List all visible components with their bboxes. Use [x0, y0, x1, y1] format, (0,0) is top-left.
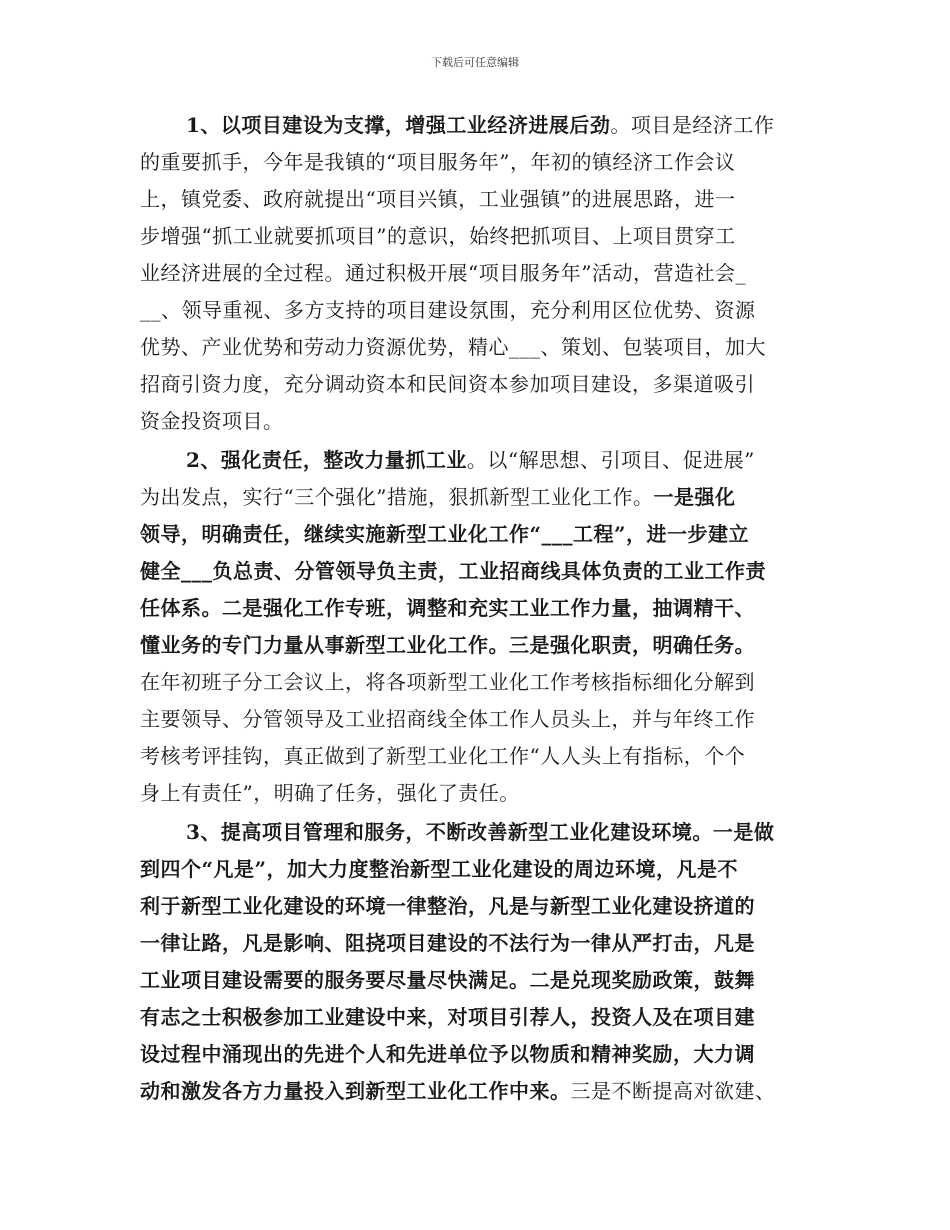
text-segment: 主要领导、分管领导及工业招商线全体工作人员头上，并与年终工作: [140, 707, 755, 731]
text-line: [140, 1073, 820, 1110]
text-segment: 利于新型工业化建设的环境一律整治，凡是与新型工业化建设挤道的: [140, 894, 755, 918]
text-segment: 身上有责任”，明确了任务，强化了责任。: [140, 781, 520, 805]
text-segment: 业经济进展的全过程。通过积极开展“项目服务年”活动，营造社会_: [140, 261, 746, 285]
text-segment: 优势、产业优势和劳动力资源优势，精心___、策划、包装项目，加大: [140, 335, 766, 359]
text-line: [140, 962, 820, 999]
text-segment: 到四个“凡是”，加大力度整治新型工业化建设的周边环境，凡是不: [140, 857, 739, 881]
text-segment: 健全___负总责、分管领导负主责，工业招商线具体负责的工业工作责: [140, 559, 766, 583]
text-line: [140, 999, 820, 1036]
text-line: [140, 701, 820, 738]
paragraph-1: [140, 107, 820, 440]
text-line: [140, 516, 820, 553]
text-segment: 。项目是经济工作: [610, 113, 775, 137]
text-segment: 招商引资力度，充分调动资本和民间资本参加项目建设，多渠道吸引: [140, 372, 755, 396]
text-line: [186, 107, 820, 144]
paragraph-3: [140, 814, 820, 1110]
text-line: [140, 403, 820, 440]
text-segment: 的重要抓手，今年是我镇的“项目服务年”，年初的镇经济工作会议: [140, 150, 736, 174]
page-header: 下载后可任意编辑: [431, 56, 519, 69]
text-segment: 上，镇党委、政府就提出“项目兴镇，工业强镇”的进展思路，进一: [140, 187, 736, 211]
text-line: [140, 925, 820, 962]
document-body: [140, 107, 820, 1110]
text-line: [140, 553, 820, 590]
text-segment: 。以“解思想、引项目、促进展”: [466, 448, 755, 472]
text-line: [140, 292, 820, 329]
text-segment: 工业项目建设需要的服务要尽量尽快满足。二是兑现奖励政策，鼓舞: [140, 968, 755, 992]
text-segment: 动和激发各方力量投入到新型工业化工作中来。: [140, 1079, 571, 1103]
text-segment: 考核考评挂钩，真正做到了新型工业化工作“人人头上有指标，个个: [140, 744, 746, 768]
text-segment: 在年初班子分工会议上，将各项新型工业化工作考核指标细化分解到: [140, 670, 755, 694]
text-segment: 任体系。二是强化工作专班，调整和充实工业工作力量，抽调精干、: [140, 596, 755, 620]
text-segment: 懂业务的专门力量从事新型工业化工作。三是强化职责，明确任务。: [140, 633, 755, 657]
text-segment: 三是不断提高对欲建、: [570, 1079, 776, 1103]
text-line: [186, 814, 820, 851]
text-line: [140, 888, 820, 925]
text-line: [140, 590, 820, 627]
text-line: [140, 479, 820, 516]
text-line: [140, 627, 820, 664]
text-segment: 有志之士积极参加工业建设中来，对项目引荐人，投资人及在项目建: [140, 1005, 755, 1029]
text-segment: 设过程中涌现出的先进个人和先进单位予以物质和精神奖励，大力调: [140, 1042, 755, 1066]
text-segment: 资金投资项目。: [140, 409, 284, 433]
text-line: [140, 664, 820, 701]
text-line: [140, 366, 820, 403]
text-line: [140, 255, 820, 292]
text-line: [186, 442, 820, 479]
text-line: [140, 218, 820, 255]
text-line: [140, 775, 820, 812]
text-segment: 为出发点，实行“三个强化”措施，狠抓新型工业化工作。: [140, 485, 654, 509]
text-segment: 1、以项目建设为支撑，增强工业经济进展后劲: [186, 113, 611, 137]
text-segment: 领导，明确责任，继续实施新型工业化工作“___工程”，进一步建立: [140, 522, 750, 546]
text-segment: 2、强化责任，整改力量抓工业: [186, 448, 467, 472]
text-line: [140, 738, 820, 775]
text-line: [140, 144, 820, 181]
text-line: [140, 329, 820, 366]
text-segment: 一是强化: [653, 485, 736, 509]
text-segment: 一律让路，凡是影响、阻挠项目建设的不法行为一律从严打击，凡是: [140, 931, 755, 955]
text-line: [140, 181, 820, 218]
text-segment: __、领导重视、多方支持的项目建设氛围，充分利用区位优势、资源: [140, 298, 756, 322]
text-line: [140, 1036, 820, 1073]
text-line: [140, 851, 820, 888]
paragraph-2: [140, 442, 820, 812]
text-segment: 3、提高项目管理和服务，不断改善新型工业化建设环境。一是做: [186, 820, 775, 844]
text-segment: 步增强“抓工业就要抓项目”的意识，始终把抓项目、上项目贯穿工: [140, 224, 736, 248]
